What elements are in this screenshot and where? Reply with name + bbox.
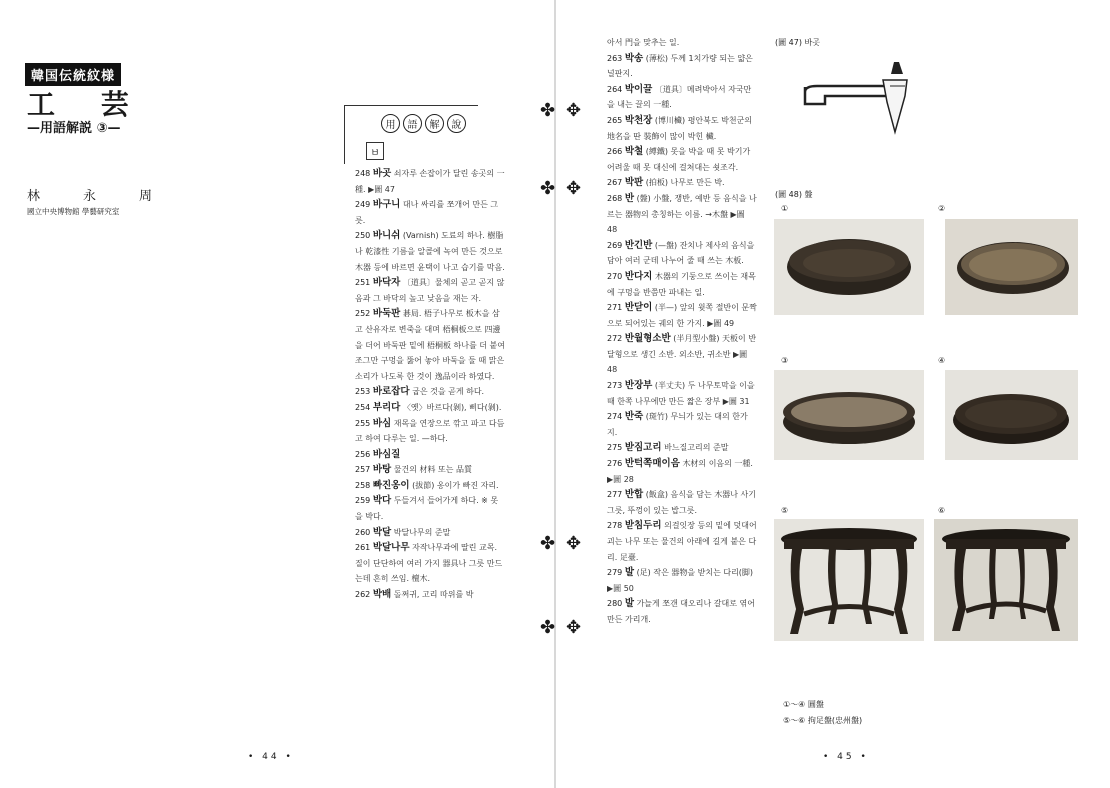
glossary-entry bbox=[607, 113, 757, 144]
glossary-entry bbox=[355, 384, 505, 400]
entry-definition: 木材의 이음의 一種. ▶圖 28 bbox=[607, 459, 753, 484]
author-char: 永 bbox=[82, 189, 96, 204]
entry-number: 264 bbox=[607, 84, 623, 94]
entry-number: 265 bbox=[607, 115, 623, 125]
glossary-entry bbox=[607, 565, 757, 596]
glossary-entry bbox=[607, 35, 757, 51]
entry-number: 260 bbox=[355, 527, 371, 537]
brush-mark-icon: ✤ bbox=[540, 617, 556, 638]
entry-definition: 아서 門을 맞추는 일. bbox=[607, 38, 680, 47]
entry-number: 255 bbox=[355, 418, 371, 428]
author-name bbox=[27, 185, 152, 204]
entry-definition: 〈옛〉바르다(剝), 삐다(剝). bbox=[402, 402, 502, 412]
glossary-entry bbox=[607, 378, 757, 409]
table-photo-6 bbox=[934, 519, 1078, 641]
main-title: 工 芸 bbox=[27, 88, 147, 121]
entry-term: 바니쉬 bbox=[372, 230, 401, 242]
series-tag: 韓国伝統紋様 bbox=[25, 63, 121, 86]
entry-number: 254 bbox=[355, 402, 371, 412]
author-char: 周 bbox=[138, 189, 152, 204]
entry-term: 반턱쪽매이음 bbox=[624, 458, 680, 470]
figure-47-label: (圖 47) 바곳 bbox=[775, 38, 820, 47]
glossary-entry bbox=[355, 525, 505, 541]
glossary-entry bbox=[607, 269, 757, 300]
entry-definition: 木器의 기둥으로 쓰이는 재목에 구멍을 반쯤만 파내는 일. bbox=[607, 271, 756, 297]
entry-term: 발 bbox=[624, 567, 635, 579]
entry-number: 256 bbox=[355, 449, 371, 459]
photo-label: ① bbox=[781, 204, 789, 213]
entry-term: 박다 bbox=[372, 495, 392, 507]
entry-number: 268 bbox=[607, 193, 623, 203]
awl-illustration-icon bbox=[795, 52, 925, 137]
entry-term: 빠진옹이 bbox=[372, 479, 410, 491]
photo-label: ⑤ bbox=[781, 506, 789, 515]
page-number-left: • 44 • bbox=[248, 752, 294, 762]
entry-definition: 의걸잇장 등의 밑에 덧대어 괴는 나무 또는 물건의 아래에 길게 붙은 다리. 足臺. bbox=[607, 521, 757, 562]
entry-term: 반긴반 bbox=[624, 239, 653, 251]
entry-definition: 碁局. 梧子나무로 板木을 삼고 산유자로 변죽을 대며 梧桐板으로 四邊을 더어 바둑판 밑에 梧桐板 하나를 더 붙여 조그만 구멍을 뚫어 놓아 바둑을 둘 때 맑은 소리가 나도록 한 것이 逸品이라 하였다. bbox=[355, 309, 505, 381]
brush-mark-icon: ✥ bbox=[566, 617, 582, 638]
entry-term: 박송 bbox=[624, 52, 644, 64]
glossary-entry bbox=[607, 456, 757, 487]
round-tray-photo-1 bbox=[774, 219, 924, 315]
glossary-column-1 bbox=[355, 166, 505, 603]
entry-definition: (博川欌) 평안북도 박천군의 地名을 딴 裝飾이 많이 박힌 欌. bbox=[607, 115, 753, 141]
glossary-entry bbox=[607, 518, 757, 565]
glossary-entry bbox=[355, 587, 505, 603]
entry-term: 박판 bbox=[624, 177, 644, 189]
entry-term: 바둑판 bbox=[372, 308, 401, 320]
glossary-entry bbox=[355, 275, 505, 306]
entry-term: 박달 bbox=[372, 526, 392, 538]
entry-definition: (Varnish) 도료의 하나. 樹脂나 乾漆性 기름을 알콜에 녹여 만든 것으로 木器 등에 바르면 윤택이 나고 습기를 막음. bbox=[355, 231, 505, 272]
entry-term: 바구니 bbox=[372, 199, 401, 211]
brush-mark-icon: ✥ bbox=[566, 178, 582, 199]
entry-definition: (半—) 앞의 윗쪽 절반이 문짝으로 되어있는 궤의 한 가지. ▶圖 49 bbox=[607, 303, 757, 328]
entry-number: 258 bbox=[355, 480, 371, 490]
subtitle: —用語解説 ③— bbox=[27, 121, 121, 136]
entry-definition: (縛鐵) 못을 박을 때 못 박기가 어려울 때 못 대신에 걸쳐대는 쇳조각. bbox=[607, 147, 751, 172]
entry-term: 박이끌 bbox=[624, 83, 653, 95]
photo-caption-2: ⑤～⑥ 拘足盤(忠州盤) bbox=[783, 716, 863, 725]
entry-definition: 재목을 연장으로 깎고 파고 다듬고 하여 다루는 일. —하다. bbox=[355, 418, 505, 444]
entry-number: 259 bbox=[355, 496, 371, 506]
author-affiliation: 國立中央博物館 學藝研究室 bbox=[27, 207, 120, 216]
entry-number: 269 bbox=[607, 240, 623, 250]
entry-definition: 〔道具〕메려박아서 자국만을 내는 끌의 一種. bbox=[607, 84, 752, 110]
entry-number: 262 bbox=[355, 590, 371, 600]
entry-number: 266 bbox=[607, 147, 623, 157]
entry-term: 바닥자 bbox=[372, 277, 401, 289]
entry-definition: (足) 작은 器物을 받치는 다리(脚) ▶圖 50 bbox=[607, 568, 754, 593]
entry-number: 253 bbox=[355, 387, 371, 397]
entry-definition: (拔節) 옹이가 빠진 자리. bbox=[412, 480, 499, 490]
entry-number: 250 bbox=[355, 231, 371, 241]
glossary-entry bbox=[355, 540, 505, 587]
glossary-entry bbox=[607, 144, 757, 175]
entry-term: 반장부 bbox=[624, 380, 653, 392]
glossary-entry bbox=[355, 228, 505, 275]
round-tray-photo-3 bbox=[774, 370, 924, 460]
glossary-entry bbox=[355, 400, 505, 416]
entry-term: 반다지 bbox=[624, 270, 653, 282]
entry-number: 248 bbox=[355, 169, 371, 178]
entry-definition: 굽은 것을 곧게 하다. bbox=[412, 387, 485, 397]
entry-term: 받침두리 bbox=[624, 520, 662, 532]
glossary-entry bbox=[607, 331, 757, 378]
brush-mark-icon: ✤ bbox=[540, 178, 556, 199]
glossary-entry bbox=[607, 238, 757, 269]
entry-number: 271 bbox=[607, 303, 623, 313]
photo-label: ④ bbox=[938, 356, 946, 365]
photo-label: ③ bbox=[781, 356, 789, 365]
entry-term: 바탕 bbox=[372, 464, 392, 476]
glossary-char: 用 bbox=[381, 114, 400, 133]
glossary-entry bbox=[607, 300, 757, 331]
entry-term: 박철 bbox=[624, 146, 644, 158]
glossary-char: 語 bbox=[403, 114, 422, 133]
entry-term: 반 bbox=[624, 192, 635, 204]
round-tray-photo-4 bbox=[945, 370, 1078, 460]
entry-definition: 쇠자루 손잡이가 달린 송곳의 一種. ▶圖 47 bbox=[355, 169, 505, 194]
entry-term: 받짐고리 bbox=[624, 442, 662, 454]
entry-number: 279 bbox=[607, 568, 623, 578]
entry-term: 반월형소반 bbox=[624, 333, 671, 345]
entry-definition: (薄松) 두께 1치가량 되는 얇은 널판지. bbox=[607, 53, 753, 79]
glossary-entry bbox=[355, 306, 505, 384]
glossary-entry bbox=[355, 416, 505, 447]
page-number-right: • 45 • bbox=[823, 752, 869, 762]
brush-mark-icon: ✤ bbox=[540, 533, 556, 554]
entry-definition: (—盤) 잔치나 제사의 음식을 담아 여러 군데 나누어 줄 때 쓰는 木板. bbox=[607, 240, 755, 266]
entry-definition: (飯盒) 음식을 담는 木器나 사기그릇, 뚜껑이 있는 밥그릇. bbox=[607, 490, 756, 515]
entry-term: 부리다 bbox=[372, 401, 401, 413]
entry-number: 278 bbox=[607, 521, 623, 531]
brush-mark-icon: ✥ bbox=[566, 533, 582, 554]
table-photo-5 bbox=[774, 519, 924, 641]
entry-definition: 〔道具〕물체의 곧고 곧지 않음과 그 바닥의 높고 낮음을 재는 자. bbox=[355, 278, 505, 303]
entry-number: 263 bbox=[607, 53, 623, 63]
entry-term: 반죽 bbox=[624, 411, 644, 423]
entry-term: 바심 bbox=[372, 417, 392, 429]
entry-definition: 대나 싸리를 쪼개어 만든 그릇. bbox=[355, 200, 499, 225]
glossary-entry bbox=[607, 51, 757, 82]
figure-48-label: (圖 48) 盤 bbox=[775, 190, 813, 199]
entry-number: 275 bbox=[607, 443, 623, 453]
entry-term: 바곳 bbox=[372, 168, 392, 179]
glossary-char: 說 bbox=[447, 114, 466, 133]
glossary-entry bbox=[607, 409, 757, 440]
entry-definition: (盤) 小盤, 쟁반, 예반 등 음식을 나르는 器物의 총칭하는 이름. →木盤 ▶圖 48 bbox=[607, 193, 757, 235]
entry-number: 276 bbox=[607, 459, 623, 469]
glossary-entry bbox=[355, 197, 505, 228]
glossary-entry bbox=[607, 175, 757, 191]
entry-definition: 돌쩌귀, 고리 따위를 박 bbox=[393, 590, 474, 600]
glossary-entry bbox=[355, 493, 505, 524]
entry-term: 발 bbox=[624, 598, 635, 610]
entry-definition: 자작나무과에 딸린 교목. 질이 단단하여 여러 가지 器具나 그릇 만드는데 흔히 쓰임. 檀木. bbox=[355, 543, 503, 584]
photo-label: ⑥ bbox=[938, 506, 946, 515]
entry-term: 박달나무 bbox=[372, 542, 410, 554]
glossary-entry bbox=[607, 487, 757, 518]
entry-number: 251 bbox=[355, 278, 371, 288]
entry-number: 267 bbox=[607, 178, 623, 188]
author-char: 林 bbox=[27, 189, 41, 204]
entry-term: 박배 bbox=[372, 589, 392, 601]
round-tray-photo-2 bbox=[945, 219, 1078, 315]
photo-caption-1: ①～④ 圓盤 bbox=[783, 700, 824, 709]
entry-number: 280 bbox=[607, 599, 623, 609]
entry-number: 257 bbox=[355, 465, 371, 475]
entry-term: 반닫이 bbox=[624, 302, 653, 314]
entry-term: 바심질 bbox=[372, 448, 401, 460]
entry-definition: 가늘게 쪼갠 대오리나 갈대로 엮어 만든 가리개. bbox=[607, 599, 755, 624]
glossary-entry bbox=[355, 447, 505, 463]
glossary-entry bbox=[607, 82, 757, 113]
entry-number: 277 bbox=[607, 490, 623, 500]
glossary-entry bbox=[607, 440, 757, 456]
glossary-title bbox=[381, 114, 466, 133]
entry-term: 반합 bbox=[624, 489, 644, 501]
entry-definition: 두들겨서 들어가게 하다. ※ 못을 박다. bbox=[355, 496, 499, 522]
glossary-entry bbox=[355, 478, 505, 494]
entry-definition: (半月型小盤) 天板이 반달형으로 생긴 소반. 외소반, 귀소반 ▶圖 48 bbox=[607, 334, 757, 375]
glossary-entry bbox=[607, 191, 757, 238]
entry-definition: (拍板) 나무로 만든 박. bbox=[645, 178, 725, 188]
section-letter: ㅂ bbox=[366, 142, 384, 160]
photo-label: ② bbox=[938, 204, 946, 213]
entry-number: 273 bbox=[607, 381, 623, 391]
brush-mark-icon: ✥ bbox=[566, 100, 582, 121]
entry-definition: 물건의 材料 또는 品質 bbox=[393, 465, 473, 475]
entry-definition: 바느질고리의 준말 bbox=[664, 443, 729, 453]
glossary-entry bbox=[355, 166, 505, 197]
entry-number: 261 bbox=[355, 543, 371, 553]
entry-number: 272 bbox=[607, 334, 623, 344]
glossary-char: 解 bbox=[425, 114, 444, 133]
glossary-column-2 bbox=[607, 35, 757, 628]
entry-number: 274 bbox=[607, 412, 623, 422]
entry-definition: (斑竹) 무늬가 있는 대의 한가지. bbox=[607, 412, 748, 437]
entry-number: 252 bbox=[355, 309, 371, 319]
glossary-entry bbox=[607, 596, 757, 627]
entry-number: 270 bbox=[607, 271, 623, 281]
glossary-entry bbox=[355, 462, 505, 478]
entry-term: 바로잡다 bbox=[372, 386, 410, 398]
entry-definition: (半丈夫) 두 나무토막을 이을 때 한쪽 나무에만 만든 짧은 장부 ▶圖 31 bbox=[607, 381, 755, 406]
entry-definition: 박달나무의 준말 bbox=[393, 527, 451, 537]
entry-term: 박천장 bbox=[624, 114, 653, 126]
entry-number: 249 bbox=[355, 200, 371, 210]
brush-mark-icon: ✤ bbox=[540, 100, 556, 121]
